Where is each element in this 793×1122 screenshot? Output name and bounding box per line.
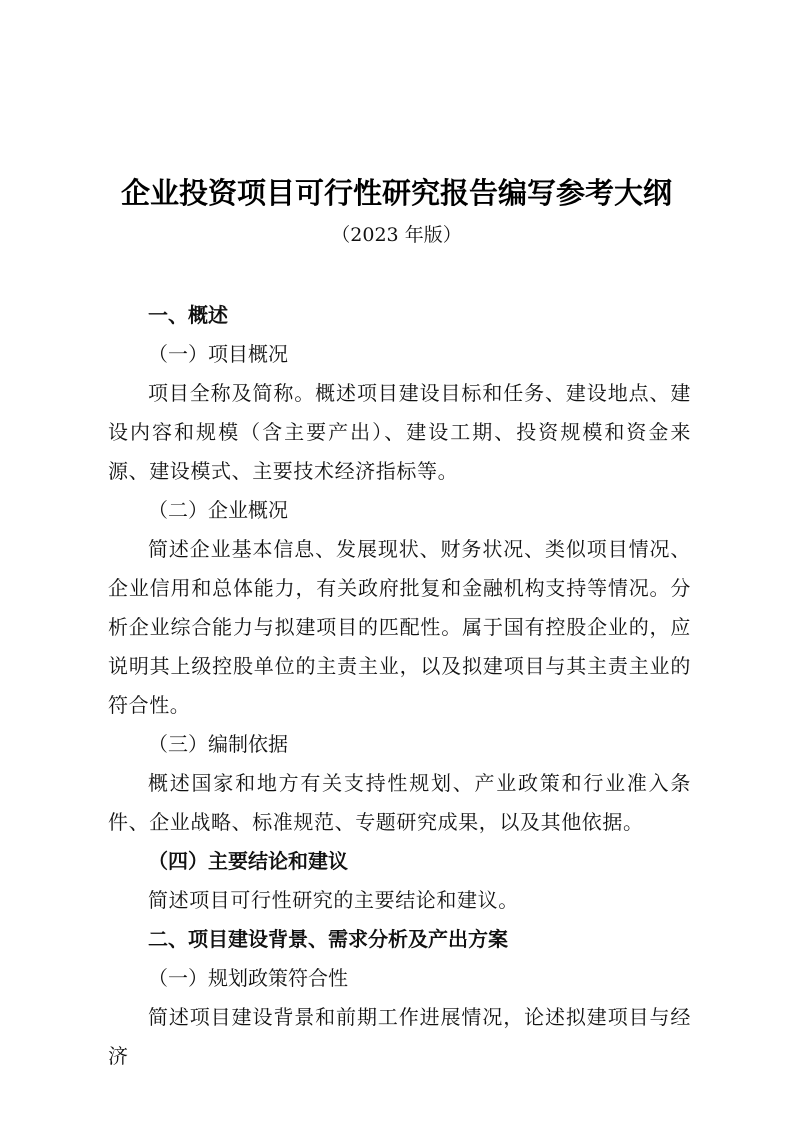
section-1-1-text: 项目全称及简称。概述项目建设目标和任务、建设地点、建设内容和规模（含主要产出）、建设工期、投资规模和资金来源、建设模式、主要技术经济指标等。 bbox=[108, 381, 691, 483]
section-2-heading: 二、项目建设背景、需求分析及产出方案 bbox=[148, 927, 508, 951]
document-subtitle: （2023 年版） bbox=[331, 224, 462, 246]
section-2-1-text: 简述项目建设背景和前期工作进展情况，论述拟建项目与经济 bbox=[108, 1005, 691, 1068]
section-1-2-heading: （二）企业概况 bbox=[148, 498, 288, 522]
section-1-3-text: 概述国家和地方有关支持性规划、产业政策和行业准入条件、企业战略、标准规范、专题研究成果，以及其他依据。 bbox=[108, 771, 691, 834]
section-1-4-heading: （四）主要结论和建议 bbox=[148, 849, 348, 873]
section-1-4-text: 简述项目可行性研究的主要结论和建议。 bbox=[148, 888, 519, 912]
section-1-heading: 一、概述 bbox=[148, 303, 228, 327]
section-1-1-heading: （一）项目概况 bbox=[148, 342, 288, 366]
section-1-3-heading: （三）编制依据 bbox=[148, 732, 288, 756]
section-2-1-heading: （一）规划政策符合性 bbox=[148, 966, 348, 990]
document-title: 企业投资项目可行性研究报告编写参考大纲 bbox=[120, 176, 672, 210]
document-body bbox=[108, 296, 691, 1076]
section-1-2-text: 简述企业基本信息、发展现状、财务状况、类似项目情况、企业信用和总体能力，有关政府批复和金融机构支持等情况。分析企业综合能力与拟建项目的匹配性。属于国有控股企业的，应说明其上级控股单位的主责主业，以及拟建项目与其主责主业的符合性。 bbox=[108, 537, 691, 717]
